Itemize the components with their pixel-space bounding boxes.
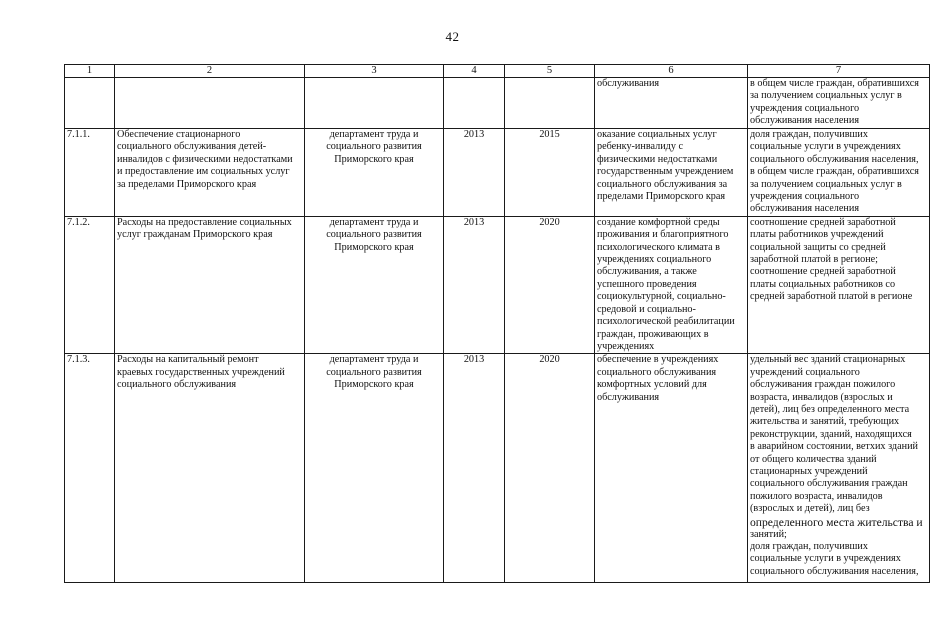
column-number-header: 3 <box>305 65 444 78</box>
start-year-cell: 2013 <box>444 354 505 583</box>
indicator-text-part: удельный вес зданий стационарных учреждений социального обслуживания граждан пожилого возраста, инвалидов (взрослых и детей), лиц без определенного места жительства и занятий, требующих реконструкции, зданий, находящихся в аварийном состоянии, ветхих зданий от общего количества зданий стационарных учреждений социального обслуживания граждан пожилого возраста, инвалидов (взрослых и детей), лиц без <box>750 354 918 515</box>
end-year-cell <box>505 78 595 129</box>
indicator-cell: в общем числе граждан, обратившихся за получением социальных услуг в учреждения социального обслуживания населения <box>748 78 930 129</box>
column-number-header: 2 <box>115 65 305 78</box>
column-number-header: 7 <box>748 65 930 78</box>
column-number-header: 5 <box>505 65 595 78</box>
indicator-cell: соотношение средней заработной платы работников учреждений социальной защиты со средней заработной платой в регионе; соотношение средней заработной платы социальных работников со средней заработной платой в регионе <box>748 216 930 353</box>
expected-result-cell: обслуживания <box>595 78 748 129</box>
table-row <box>65 354 930 583</box>
expected-result-cell: оказание социальных услуг ребенку-инвалиду с физическими недостатками государственным учреждением социального обслуживания за пределами Приморского края <box>595 129 748 217</box>
column-number-header: 4 <box>444 65 505 78</box>
column-number-row <box>65 65 930 78</box>
end-year-cell: 2020 <box>505 216 595 353</box>
start-year-cell: 2013 <box>444 129 505 217</box>
indicator-text-part: определенного места жительства и <box>750 515 923 529</box>
expected-result-cell: создание комфортной среды проживания и благоприятного психологического климата в учреждениях социального обслуживания, а также успешного проведения социокультурной, социально- средовой и социально- психологической реабилитации граждан, проживающих в учреждениях <box>595 216 748 353</box>
executor-cell: департамент труда и социального развития Приморского края <box>305 216 444 353</box>
measure-name-cell <box>115 78 305 129</box>
end-year-cell: 2020 <box>505 354 595 583</box>
table-row <box>65 129 930 217</box>
measure-name-cell: Обеспечение стационарного социального обслуживания детей- инвалидов с физическими недостатками и предоставление им социальных услуг за пределами Приморского края <box>115 129 305 217</box>
column-number-header: 6 <box>595 65 748 78</box>
executor-cell: департамент труда и социального развития Приморского края <box>305 129 444 217</box>
executor-cell: департамент труда и социального развития Приморского края <box>305 354 444 583</box>
item-number-cell: 7.1.1. <box>65 129 115 217</box>
page-number: 42 <box>445 29 460 44</box>
item-number-cell: 7.1.2. <box>65 216 115 353</box>
expected-result-cell: обеспечение в учреждениях социального обслуживания комфортных условий для обслуживания <box>595 354 748 583</box>
end-year-cell: 2015 <box>505 129 595 217</box>
item-number-cell <box>65 78 115 129</box>
start-year-cell: 2013 <box>444 216 505 353</box>
program-measures-table <box>64 64 930 583</box>
table-row <box>65 216 930 353</box>
item-number-cell: 7.1.3. <box>65 354 115 583</box>
executor-cell <box>305 78 444 129</box>
table-row <box>65 78 930 129</box>
start-year-cell <box>444 78 505 129</box>
measure-name-cell: Расходы на предоставление социальных услуг гражданам Приморского края <box>115 216 305 353</box>
indicator-text-part: занятий; доля граждан, получивших социальные услуги в учреждениях социального обслуживания населения, <box>750 528 919 577</box>
column-number-header: 1 <box>65 65 115 78</box>
indicator-cell: доля граждан, получивших социальные услуги в учреждениях социального обслуживания населения, в общем числе граждан, обратившихся за получением социальных услуг в учреждения социального обслуживания населения <box>748 129 930 217</box>
measure-name-cell: Расходы на капитальный ремонт краевых государственных учреждений социального обслуживания <box>115 354 305 583</box>
indicator-cell <box>748 354 930 583</box>
